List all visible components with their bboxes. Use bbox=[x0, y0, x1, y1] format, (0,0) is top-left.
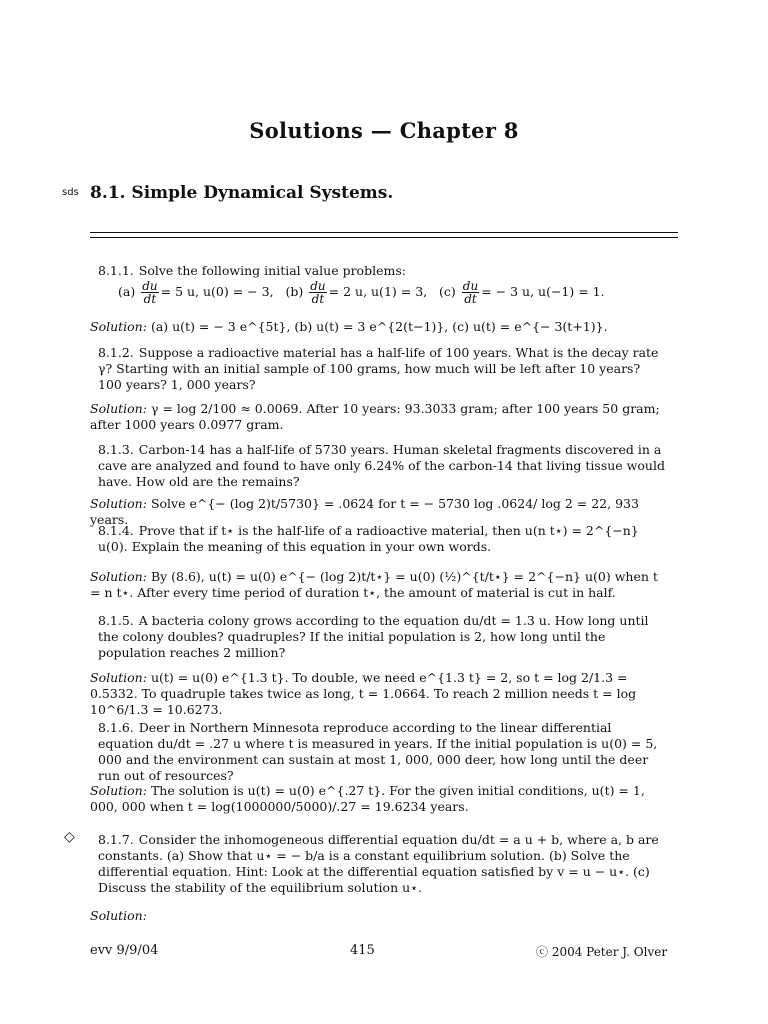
problem-8-1-1 bbox=[98, 263, 666, 305]
problem-number: 8.1.1. bbox=[98, 263, 134, 278]
solution-8-1-3: Solution: Solve e^{− (log 2)t/5730} = .0624 for t = − 5730 log .0624/ log 2 = 22, 933 years. bbox=[90, 496, 639, 527]
solution-8-1-7: Solution: bbox=[90, 908, 147, 923]
problem-8-1-5: 8.1.5. A bacteria colony grows according to the equation du/dt = 1.3 u. How long until the colony doubles? quadruples? If the initial population is 2, how long until the population reaches 2 million? bbox=[98, 613, 649, 660]
problem-8-1-3: 8.1.3. Carbon-14 has a half-life of 5730 years. Human skeletal fragments discovered in a cave are analyzed and found to have only 6.24% of the carbon-14 that living tissue would have. How old are the remains? bbox=[98, 442, 665, 489]
fraction: $\frac{du}{dt}$ bbox=[462, 279, 479, 306]
page-number: 415 bbox=[350, 943, 375, 958]
problem-text: Solve the following initial value problems: bbox=[138, 263, 406, 278]
page-title: Solutions — Chapter 8 bbox=[249, 118, 519, 143]
problem-8-1-7: 8.1.7. Consider the inhomogeneous differential equation du/dt = a u + b, where a, b are constants. (a) Show that u⋆ = − b/a is a constant equilibrium solution. (b) Solve the differential equation. Hint: Look at the differential equation satisfied by v = u − u⋆. (c) Discuss the stability of the equilibrium solution u⋆. bbox=[98, 832, 659, 895]
section-heading: 8.1. Simple Dynamical Systems. bbox=[90, 183, 394, 203]
double-rule-bottom bbox=[90, 237, 678, 238]
solution-8-1-4: Solution: By (8.6), u(t) = u(0) e^{− (log 2)t/t⋆} = u(0) (½)^{t/t⋆} = 2^{−n} u(0) when t = n t⋆. After every time period of duration t⋆, the amount of material is cut in half. bbox=[90, 569, 658, 600]
section-tag: sds bbox=[62, 187, 79, 198]
solution-8-1-5: Solution: u(t) = u(0) e^{1.3 t}. To double, we need e^{1.3 t} = 2, so t = log 2/1.3 = 0.5332. To quadruple takes twice as long, t = 1.0664. To reach 2 million needs t = log 10^6/1.3 = 10.6273. bbox=[90, 670, 637, 717]
diamond-icon: ◇ bbox=[64, 829, 75, 845]
solution-8-1-1: Solution: (a) u(t) = − 3 e^{5t}, (b) u(t) = 3 e^{2(t−1)}, (c) u(t) = e^{− 3(t+1)}. bbox=[90, 319, 608, 334]
footer-right: ⓒ 2004 Peter J. Olver bbox=[536, 945, 668, 959]
fraction: $\frac{du}{dt}$ bbox=[142, 279, 158, 306]
double-rule-top bbox=[90, 232, 678, 233]
problem-8-1-6: 8.1.6. Deer in Northern Minnesota reproduce according to the linear differential equation du/dt = .27 u where t is measured in years. If the initial population is u(0) = 5, 000 and the environment can sustain at most 1, 000, 000 deer, how long until the deer run out of resources? bbox=[98, 720, 658, 783]
footer-left: evv 9/9/04 bbox=[90, 943, 159, 958]
solution-8-1-2: Solution: γ = log 2/100 ≈ 0.0069. After 10 years: 93.3033 gram; after 100 years 50 gram; after 1000 years 0.0977 gram. bbox=[90, 401, 660, 432]
problem-8-1-4: 8.1.4. Prove that if t⋆ is the half-life of a radioactive material, then u(n t⋆) = 2^{−n} u(0). Explain the meaning of this equation in your own words. bbox=[98, 523, 639, 554]
problem-parts: (a) $\frac{du}{dt}$ = 5 u, u(0) = − 3, (b) $\frac{du}{dt}$ = 2 u, u(1) = 3, (c) $\frac{du}{dt}$ = − 3 u, u(−1) = 1. bbox=[118, 279, 605, 306]
problem-8-1-2: 8.1.2. Suppose a radioactive material has a half-life of 100 years. What is the decay rate γ? Starting with an initial sample of 100 grams, how much will be left after 10 years? 100 years? 1, 000 years? bbox=[98, 345, 659, 392]
solution-8-1-6: Solution: The solution is u(t) = u(0) e^{.27 t}. For the given initial conditions, u(t) = 1, 000, 000 when t = log(1000000/5000)/.27 = 19.6234 years. bbox=[90, 783, 645, 814]
fraction: $\frac{du}{dt}$ bbox=[310, 279, 326, 306]
